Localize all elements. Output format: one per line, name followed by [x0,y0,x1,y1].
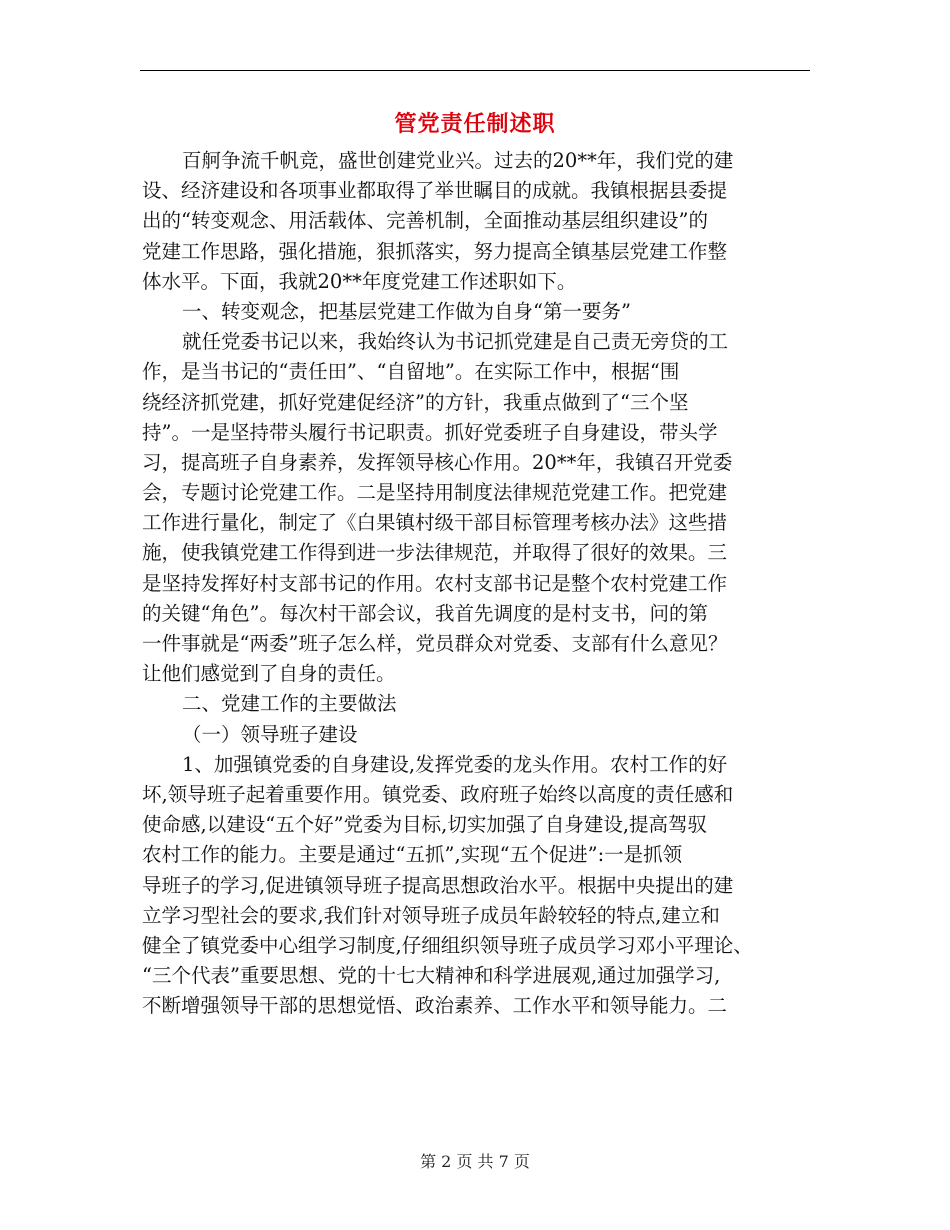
paragraph-line: 坏,领导班子起着重要作用。镇党委、政府班子始终以高度的责任感和 [142,782,734,806]
paragraph-line: 作，是当书记的“责任田”、“自留地”。在实际工作中，根据“围 [142,360,680,384]
section-heading: 一、转变观念，把基层党建工作做为自身“第一要务” [182,299,631,323]
paragraph-line: 体水平。下面，我就20**年度党建工作述职如下。 [142,269,577,293]
paragraph-line: 一件事就是“两委”班子怎么样，党员群众对党委、支部有什么意见？ [142,632,728,655]
subsection-heading: （一）领导班子建设 [182,722,358,746]
section-heading: 二、党建工作的主要做法 [182,692,397,716]
paragraph-line: 会，专题讨论党建工作。二是坚持用制度法律规范党建工作。把党建 [142,481,728,505]
paragraph-line: 设、经济建设和各项事业都取得了举世瞩目的成就。我镇根据县委提 [142,179,728,203]
paragraph-line: 持”。一是坚持带头履行书记职责。抓好党委班子自身建设，带头学 [142,420,718,444]
paragraph-line: 施，使我镇党建工作得到进一步法律规范，并取得了很好的效果。三 [142,541,728,565]
header-rule [140,70,810,71]
document-title: 管党责任制述职 [394,111,556,137]
document-body [142,146,814,1021]
paragraph-line: 出的“转变观念、用活载体、完善机制，全面推动基层组织建设”的 [142,209,708,233]
paragraph-line: 就任党委书记以来，我始终认为书记抓党建是自己责无旁贷的工 [182,330,729,354]
paragraph-line: 健全了镇党委中心组学习制度,仔细组织领导班子成员学习邓小平理论、 [142,933,753,957]
paragraph-line: 让他们感觉到了自身的责任。 [142,662,396,686]
page-number-footer: 第 2 页 共 7 页 [420,1152,530,1171]
paragraph-line: 是坚持发挥好村支部书记的作用。农村支部书记是整个农村党建工作 [142,571,728,595]
paragraph-line: 绕经济抓党建，抓好党建促经济”的方针，我重点做到了“三个坚 [142,390,689,414]
paragraph-line: 习，提高班子自身素养，发挥领导核心作用。20**年，我镇召开党委 [142,450,733,474]
paragraph-line: 使命感,以建设“五个好”党委为目标,切实加强了自身建设,提高驾驭 [142,813,708,837]
paragraph-line: 百舸争流千帆竞，盛世创建党业兴。过去的20**年，我们党的建 [182,149,734,172]
paragraph-line: 农村工作的能力。主要是通过“五抓”,实现“五个促进”:一是抓领 [142,843,683,867]
paragraph-line: 导班子的学习,促进镇领导班子提高思想政治水平。根据中央提出的建 [142,873,734,897]
paragraph-line: “三个代表”重要思想、党的十七大精神和科学进展观,通过加强学习, [142,964,721,988]
paragraph-line: 的关键“角色”。每次村干部会议，我首先调度的是村支书，问的第 [142,601,708,625]
paragraph-line: 立学习型社会的要求,我们针对领导班子成员年龄较轻的特点,建立和 [142,903,720,927]
paragraph-line: 党建工作思路，强化措施，狠抓落实，努力提高全镇基层党建工作整 [142,239,728,263]
paragraph-line: 1、加强镇党委的自身建设,发挥党委的龙头作用。农村工作的好 [182,752,728,776]
paragraph-line: 工作进行量化，制定了《白果镇村级干部目标管理考核办法》这些措 [142,511,728,535]
paragraph-line: 不断增强领导干部的思想觉悟、政治素养、工作水平和领导能力。二 [142,994,728,1018]
